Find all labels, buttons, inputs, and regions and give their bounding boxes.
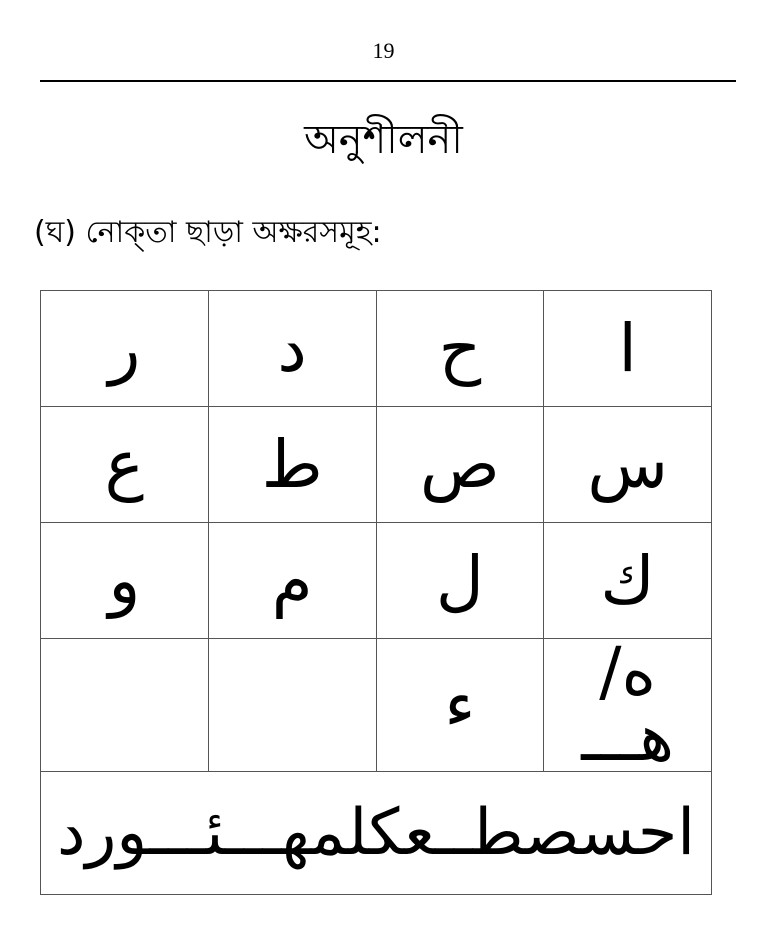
letter-cell: ه/ هـــ [544,639,712,772]
letter-cell: ع [41,407,209,523]
letter-cell: ح [376,291,544,407]
combined-letters: احسصطــعكلمهـــئـــورد [41,772,712,895]
table-row [41,639,712,772]
header-divider [40,80,736,82]
letters-table [40,290,712,895]
page-number: 19 [372,38,395,63]
letter-cell: ص [376,407,544,523]
letter-cell: ط [208,407,376,523]
letter-cell: ل [376,523,544,639]
letter-cell: م [208,523,376,639]
letter-cell: و [41,523,209,639]
table-row-combined [41,772,712,895]
empty-cell [41,639,209,772]
table-row [41,407,712,523]
table-row [41,291,712,407]
section-heading: (ঘ) নোক্‌তা ছাড়া অক্ষরসমূহ: [34,215,382,250]
letter-cell: ر [41,291,209,407]
letter-cell: س [544,407,712,523]
letter-cell: د [208,291,376,407]
empty-cell [208,639,376,772]
letter-cell: ء [376,639,544,772]
page-title: অনুশীলনী [304,117,463,163]
letter-cell: ك [544,523,712,639]
table-row [41,523,712,639]
letter-cell: ا [544,291,712,407]
